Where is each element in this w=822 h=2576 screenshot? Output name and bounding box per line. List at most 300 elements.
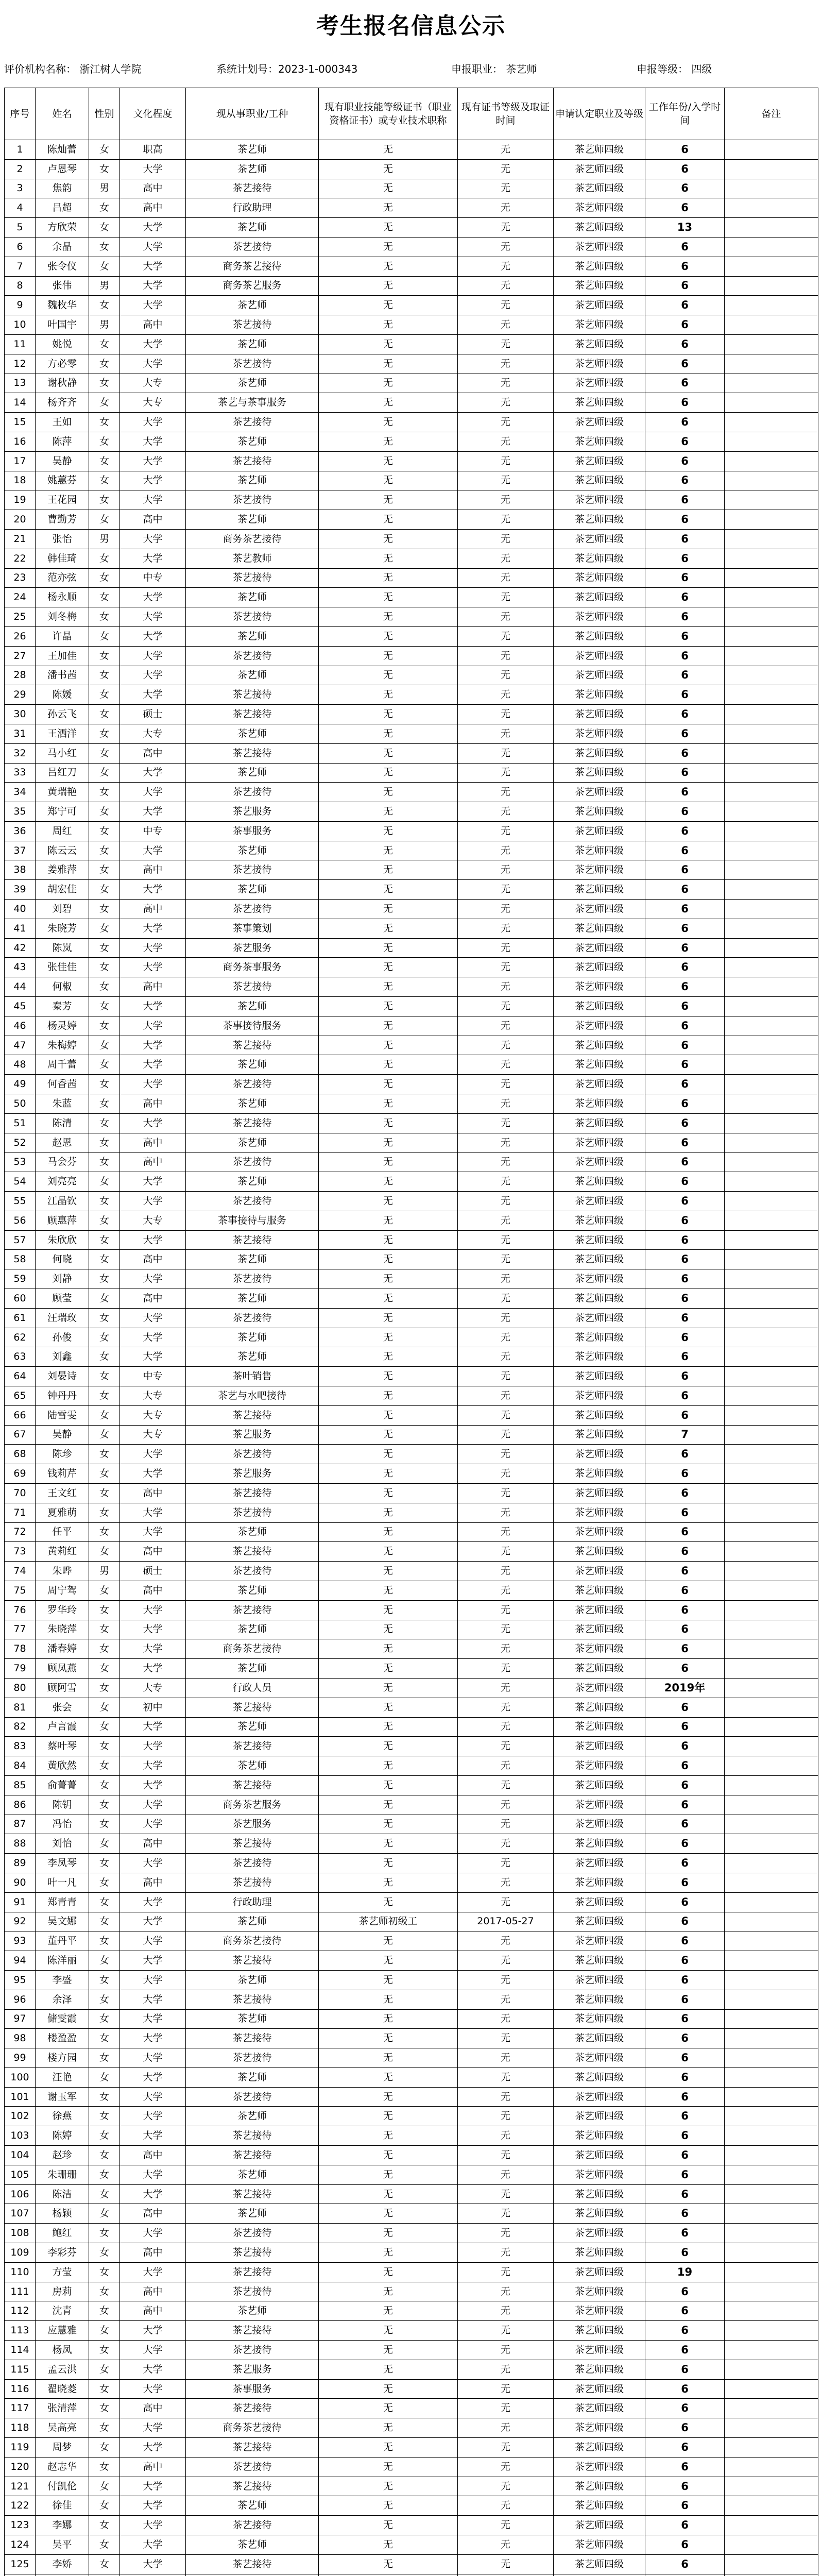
cert-date-cell: 无: [458, 880, 554, 900]
row-number: 80: [5, 1678, 36, 1698]
table-row: [5, 413, 818, 432]
target-level-cell: 茶艺师四级: [554, 2184, 645, 2204]
cert-date-cell: 无: [458, 1308, 554, 1328]
cert-date-cell: 无: [458, 2146, 554, 2165]
remark-cell: [725, 1386, 818, 1406]
table-row: [5, 1113, 818, 1133]
education-cell: 大学: [120, 237, 186, 257]
current-job-cell: 茶艺接待: [186, 1834, 319, 1854]
name-cell: 李娜: [36, 2516, 89, 2535]
gender-cell: 女: [89, 743, 120, 763]
target-level-cell: 茶艺师四级: [554, 1328, 645, 1347]
name-cell: 徐佳: [36, 2496, 89, 2516]
column-header: 工作年份/入学时间: [645, 88, 725, 140]
target-level-cell: 茶艺师四级: [554, 2301, 645, 2321]
cert-date-cell: 无: [458, 315, 554, 335]
education-cell: 高中: [120, 2204, 186, 2224]
gender-cell: 女: [89, 1639, 120, 1659]
name-cell: 周梦: [36, 2438, 89, 2458]
table-row: [5, 374, 818, 393]
table-row: [5, 2554, 818, 2574]
education-cell: 高中: [120, 860, 186, 880]
table-row: [5, 1192, 818, 1211]
table-row: [5, 938, 818, 958]
row-number: 12: [5, 354, 36, 374]
table-row: [5, 724, 818, 743]
cert-date-cell: 无: [458, 1892, 554, 1912]
cert-date-cell: 无: [458, 2418, 554, 2438]
current-job-cell: 茶艺接待: [186, 1990, 319, 2009]
cert-date-cell: 无: [458, 2496, 554, 2516]
column-header: 文化程度: [120, 88, 186, 140]
work-years-cell: 6: [645, 1483, 725, 1503]
current-job-cell: 茶艺师: [186, 471, 319, 490]
name-cell: 焦韵: [36, 179, 89, 198]
education-cell: 大学: [120, 938, 186, 958]
work-years-cell: 6: [645, 1620, 725, 1639]
target-level-cell: 茶艺师四级: [554, 334, 645, 354]
target-level-cell: 茶艺师四级: [554, 938, 645, 958]
cert-date-cell: 无: [458, 1094, 554, 1114]
gender-cell: 女: [89, 2554, 120, 2574]
target-level-cell: 茶艺师四级: [554, 1873, 645, 1892]
cert-date-cell: 无: [458, 1483, 554, 1503]
work-years-cell: 6: [645, 1386, 725, 1406]
row-number: 61: [5, 1308, 36, 1328]
work-years-cell: 6: [645, 2496, 725, 2516]
row-number: 13: [5, 374, 36, 393]
certificate-cell: [319, 2574, 458, 2576]
row-number: 125: [5, 2554, 36, 2574]
current-job-cell: 茶艺接待: [186, 1698, 319, 1717]
remark-cell: [725, 860, 818, 880]
current-job-cell: 商务茶艺服务: [186, 1795, 319, 1815]
name-cell: 冯怡: [36, 1815, 89, 1834]
target-level-cell: 茶艺师四级: [554, 1542, 645, 1562]
gender-cell: 女: [89, 1445, 120, 1464]
row-number: 111: [5, 2282, 36, 2301]
cert-date-cell: 无: [458, 1562, 554, 1581]
certificate-cell: 无: [319, 2399, 458, 2418]
current-job-cell: 茶艺师: [186, 724, 319, 743]
row-number: 22: [5, 549, 36, 568]
target-level-cell: 茶艺师四级: [554, 588, 645, 607]
table-row: [5, 510, 818, 530]
gender-cell: 女: [89, 2243, 120, 2263]
name-cell: 黄瑞艳: [36, 783, 89, 802]
remark-cell: [725, 1990, 818, 2009]
work-years-cell: 6: [645, 1737, 725, 1756]
education-cell: 高中: [120, 900, 186, 919]
gender-cell: 女: [89, 1970, 120, 1990]
name-cell: 沈青: [36, 2301, 89, 2321]
work-years-cell: 6: [645, 1931, 725, 1951]
gender-cell: 女: [89, 1172, 120, 1192]
table-row: [5, 257, 818, 276]
row-number: 19: [5, 490, 36, 510]
gender-cell: 女: [89, 1990, 120, 2009]
cert-date-cell: 无: [458, 1970, 554, 1990]
table-row: [5, 1581, 818, 1600]
current-job-cell: 茶艺师: [186, 1250, 319, 1269]
table-row: [5, 1990, 818, 2009]
education-cell: 大学: [120, 1970, 186, 1990]
plan-number: 系统计划号：2023-1-000343: [216, 63, 358, 75]
cert-date-cell: 无: [458, 705, 554, 724]
remark-cell: [725, 1639, 818, 1659]
education-cell: 硕士: [120, 1562, 186, 1581]
row-number: 93: [5, 1931, 36, 1951]
row-number: 31: [5, 724, 36, 743]
target-level-cell: 茶艺师四级: [554, 626, 645, 646]
table-row: [5, 1620, 818, 1639]
work-years-cell: 6: [645, 413, 725, 432]
table-row: [5, 354, 818, 374]
work-years-cell: 6: [645, 1211, 725, 1230]
current-job-cell: 茶艺接待: [186, 1600, 319, 1620]
certificate-cell: 无: [319, 2554, 458, 2574]
current-job-cell: 茶艺接待: [186, 646, 319, 666]
education-cell: 中专: [120, 568, 186, 588]
education-cell: 大学: [120, 2009, 186, 2029]
target-level-cell: 茶艺师四级: [554, 1425, 645, 1445]
column-header: 现有证书等级及取证时间: [458, 88, 554, 140]
education-cell: 大学: [120, 1445, 186, 1464]
education-cell: 高中: [120, 179, 186, 198]
certificate-cell: 无: [319, 588, 458, 607]
target-level-cell: 茶艺师四级: [554, 1951, 645, 1971]
education-cell: 大学: [120, 802, 186, 822]
certificate-cell: 无: [319, 1016, 458, 1036]
name-cell: 孙云飞: [36, 705, 89, 724]
remark-cell: [725, 1834, 818, 1854]
target-level-cell: 茶艺师四级: [554, 763, 645, 783]
education-cell: 大学: [120, 2126, 186, 2146]
row-number: 120: [5, 2457, 36, 2477]
certificate-cell: 无: [319, 2243, 458, 2263]
target-level-cell: 茶艺师四级: [554, 919, 645, 938]
gender-cell: 女: [89, 977, 120, 997]
cert-date-cell: 无: [458, 159, 554, 179]
current-job-cell: 行政人员: [186, 1678, 319, 1698]
name-cell: 姚蕙芬: [36, 471, 89, 490]
remark-cell: [725, 1483, 818, 1503]
remark-cell: [725, 2457, 818, 2477]
cert-date-cell: 无: [458, 2048, 554, 2068]
work-years-cell: 6: [645, 1308, 725, 1328]
certificate-cell: 无: [319, 2301, 458, 2321]
target-level-cell: 茶艺师四级: [554, 2399, 645, 2418]
cert-date-cell: 无: [458, 1542, 554, 1562]
remark-cell: [725, 1522, 818, 1542]
table-row: [5, 490, 818, 510]
certificate-cell: 无: [319, 1153, 458, 1172]
education-cell: 大学: [120, 646, 186, 666]
remark-cell: [725, 413, 818, 432]
gender-cell: 女: [89, 1230, 120, 1250]
column-header: 序号: [5, 88, 36, 140]
education-cell: 大学: [120, 1951, 186, 1971]
row-number: 118: [5, 2418, 36, 2438]
target-level-cell: 茶艺师四级: [554, 958, 645, 977]
target-level-cell: 茶艺师四级: [554, 1386, 645, 1406]
current-job-cell: 茶艺接待: [186, 2087, 319, 2107]
work-years-cell: 6: [645, 1464, 725, 1484]
cert-date-cell: 无: [458, 2107, 554, 2126]
target-level-cell: 茶艺师四级: [554, 237, 645, 257]
certificate-cell: 无: [319, 1620, 458, 1639]
target-level-cell: 茶艺师四级: [554, 2165, 645, 2184]
certificate-cell: 无: [319, 724, 458, 743]
remark-cell: [725, 626, 818, 646]
name-cell: 方必零: [36, 354, 89, 374]
target-level-cell: 茶艺师四级: [554, 2516, 645, 2535]
certificate-cell: 无: [319, 2496, 458, 2516]
certificate-cell: 无: [319, 568, 458, 588]
target-level-cell: [554, 2574, 645, 2576]
table-row: [5, 2282, 818, 2301]
remark-cell: [725, 1367, 818, 1386]
row-number: 115: [5, 2360, 36, 2379]
target-level-cell: 茶艺师四级: [554, 1931, 645, 1951]
current-job-cell: 茶艺师: [186, 1659, 319, 1679]
remark-cell: [725, 2126, 818, 2146]
table-row: [5, 2146, 818, 2165]
row-number: 2: [5, 159, 36, 179]
row-number: 52: [5, 1133, 36, 1153]
current-job-cell: 茶艺师: [186, 626, 319, 646]
education-cell: 大学: [120, 626, 186, 646]
work-years-cell: 6: [645, 296, 725, 315]
current-job-cell: 茶艺接待: [186, 977, 319, 997]
remark-cell: [725, 490, 818, 510]
current-job-cell: 茶艺师: [186, 1289, 319, 1309]
remark-cell: [725, 568, 818, 588]
certificate-cell: 无: [319, 2262, 458, 2282]
name-cell: 顾惠萍: [36, 1211, 89, 1230]
certificate-cell: 无: [319, 1250, 458, 1269]
education-cell: 大专: [120, 374, 186, 393]
gender-cell: 女: [89, 374, 120, 393]
cert-date-cell: 无: [458, 393, 554, 413]
row-number: 54: [5, 1172, 36, 1192]
row-number: 103: [5, 2126, 36, 2146]
table-row: [5, 997, 818, 1016]
target-level-cell: 茶艺师四级: [554, 2535, 645, 2555]
certificate-cell: 无: [319, 1834, 458, 1854]
name-cell: 卢恩琴: [36, 159, 89, 179]
current-job-cell: 茶事接待与服务: [186, 1211, 319, 1230]
cert-date-cell: 无: [458, 1639, 554, 1659]
name-cell: 马小红: [36, 743, 89, 763]
name-cell: 王加佳: [36, 646, 89, 666]
remark-cell: [725, 1055, 818, 1075]
certificate-cell: 无: [319, 2029, 458, 2048]
work-years-cell: 6: [645, 1328, 725, 1347]
name-cell: 何椒: [36, 977, 89, 997]
current-job-cell: 茶艺师: [186, 2535, 319, 2555]
education-cell: 高中: [120, 1542, 186, 1562]
current-job-cell: 茶艺接待: [186, 2126, 319, 2146]
table-row: [5, 179, 818, 198]
row-number: 34: [5, 783, 36, 802]
remark-cell: [725, 1133, 818, 1153]
table-row: [5, 2029, 818, 2048]
table-row: [5, 2438, 818, 2458]
gender-cell: 女: [89, 1075, 120, 1094]
table-row: [5, 1405, 818, 1425]
table-row: [5, 1133, 818, 1153]
certificate-cell: 无: [319, 1600, 458, 1620]
education-cell: 大学: [120, 2554, 186, 2574]
cert-date-cell: 无: [458, 1289, 554, 1309]
work-years-cell: 6: [645, 198, 725, 218]
certificate-cell: 无: [319, 1386, 458, 1406]
name-cell: 顾凤燕: [36, 1659, 89, 1679]
row-number: 47: [5, 1036, 36, 1055]
gender-cell: 女: [89, 821, 120, 841]
table-row: [5, 860, 818, 880]
target-level-cell: 茶艺师四级: [554, 2477, 645, 2496]
target-level-cell: 茶艺师四级: [554, 1639, 645, 1659]
certificate-cell: 无: [319, 413, 458, 432]
row-number: 5: [5, 218, 36, 238]
work-years-cell: 6: [645, 1795, 725, 1815]
target-level-cell: 茶艺师四级: [554, 607, 645, 627]
remark-cell: [725, 334, 818, 354]
cert-date-cell: 无: [458, 1775, 554, 1795]
gender-cell: 女: [89, 646, 120, 666]
target-level-cell: 茶艺师四级: [554, 743, 645, 763]
remark-cell: [725, 1775, 818, 1795]
work-years-cell: 6: [645, 2087, 725, 2107]
cert-date-cell: 无: [458, 1250, 554, 1269]
gender-cell: 女: [89, 393, 120, 413]
certificate-cell: 无: [319, 1269, 458, 1289]
name-cell: 吴文娜: [36, 1912, 89, 1931]
remark-cell: [725, 2574, 818, 2576]
target-level-cell: 茶艺师四级: [554, 2067, 645, 2087]
education-cell: 大学: [120, 2067, 186, 2087]
certificate-cell: 无: [319, 1892, 458, 1912]
name-cell: 朱晓萍: [36, 1620, 89, 1639]
table-row: [5, 2496, 818, 2516]
row-number: 114: [5, 2341, 36, 2360]
row-number: 86: [5, 1795, 36, 1815]
work-years-cell: 6: [645, 666, 725, 685]
current-job-cell: 茶艺接待: [186, 1113, 319, 1133]
remark-cell: [725, 1600, 818, 1620]
work-years-cell: [645, 2574, 725, 2576]
certificate-cell: 无: [319, 354, 458, 374]
gender-cell: 女: [89, 549, 120, 568]
current-job-cell: 茶艺接待: [186, 451, 319, 471]
work-years-cell: 13: [645, 218, 725, 238]
work-years-cell: 6: [645, 1036, 725, 1055]
certificate-cell: 无: [319, 919, 458, 938]
education-cell: 大学: [120, 2087, 186, 2107]
work-years-cell: 6: [645, 2067, 725, 2087]
education-cell: 大学: [120, 1230, 186, 1250]
remark-cell: [725, 724, 818, 743]
certificate-cell: 无: [319, 958, 458, 977]
work-years-cell: 2019年: [645, 1678, 725, 1698]
table-row: [5, 2457, 818, 2477]
name-cell: 孙俊: [36, 1328, 89, 1347]
education-cell: 大专: [120, 1425, 186, 1445]
cert-date-cell: 无: [458, 1445, 554, 1464]
gender-cell: 女: [89, 1854, 120, 1873]
row-number: 11: [5, 334, 36, 354]
name-cell: 曹勤芳: [36, 510, 89, 530]
work-years-cell: 6: [645, 2457, 725, 2477]
gender-cell: 女: [89, 432, 120, 451]
target-level-cell: 茶艺师四级: [554, 1717, 645, 1737]
remark-cell: [725, 198, 818, 218]
education-cell: 大专: [120, 1678, 186, 1698]
current-job-cell: 茶艺接待: [186, 2554, 319, 2574]
work-years-cell: 6: [645, 2126, 725, 2146]
current-job-cell: 茶艺师: [186, 2165, 319, 2184]
work-years-cell: 6: [645, 2438, 725, 2458]
cert-date-cell: 无: [458, 1386, 554, 1406]
row-number: 35: [5, 802, 36, 822]
gender-cell: 女: [89, 2360, 120, 2379]
current-job-cell: 茶艺服务: [186, 1425, 319, 1445]
name-cell: 陈萍: [36, 432, 89, 451]
certificate-cell: 无: [319, 1308, 458, 1328]
certificate-cell: 无: [319, 1503, 458, 1522]
name-cell: 何香茜: [36, 1075, 89, 1094]
table-row: [5, 2067, 818, 2087]
certificate-cell: 无: [319, 218, 458, 238]
cert-date-cell: 无: [458, 1795, 554, 1815]
work-years-cell: 6: [645, 1250, 725, 1269]
remark-cell: [725, 1970, 818, 1990]
work-years-cell: 6: [645, 2379, 725, 2399]
education-cell: 高中: [120, 2457, 186, 2477]
column-header: 备注: [725, 88, 818, 140]
row-number: 87: [5, 1815, 36, 1834]
work-years-cell: 6: [645, 276, 725, 296]
certificate-cell: 无: [319, 860, 458, 880]
cert-date-cell: 无: [458, 1055, 554, 1075]
work-years-cell: 6: [645, 1639, 725, 1659]
row-number: 20: [5, 510, 36, 530]
remark-cell: [725, 2107, 818, 2126]
table-row: [5, 841, 818, 860]
remark-cell: [725, 1289, 818, 1309]
target-level-cell: 茶艺师四级: [554, 1854, 645, 1873]
table-row: [5, 821, 818, 841]
remark-cell: [725, 958, 818, 977]
row-number: 96: [5, 1990, 36, 2009]
gender-cell: 女: [89, 2477, 120, 2496]
cert-date-cell: 无: [458, 2243, 554, 2263]
certificate-cell: 无: [319, 1854, 458, 1873]
name-cell: 陈清: [36, 1113, 89, 1133]
name-cell: 余泽: [36, 1990, 89, 2009]
work-years-cell: 6: [645, 1970, 725, 1990]
current-job-cell: 茶艺接待: [186, 1230, 319, 1250]
current-job-cell: 茶艺接待: [186, 607, 319, 627]
current-job-cell: 商务茶艺接待: [186, 529, 319, 549]
name-cell: 张伟: [36, 276, 89, 296]
gender-cell: 女: [89, 1036, 120, 1055]
remark-cell: [725, 977, 818, 997]
name-cell: 赵恩: [36, 1133, 89, 1153]
gender-cell: 女: [89, 1951, 120, 1971]
